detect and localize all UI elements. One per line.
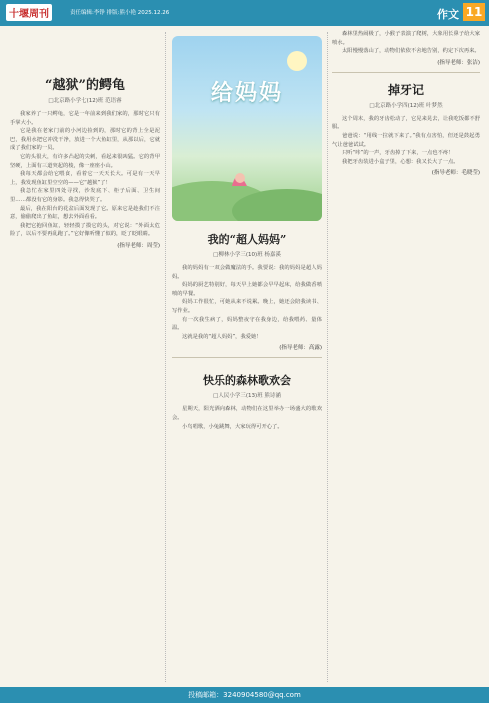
column-middle: [172, 30, 322, 685]
article-editor: (指导老师：张洁): [437, 59, 480, 66]
paragraph: 我家养了一只鳄龟，它是一年前来到我们家的，那时它只有手掌大小。: [10, 111, 160, 126]
submission-email: 投稿邮箱：3240904580@qq.com: [188, 691, 301, 699]
newspaper-logo: 十堰周刊: [6, 4, 52, 21]
paragraph: 只听“咔”的一声，牙齿掉了下来，一点也不疼！: [342, 150, 454, 157]
illustration-image: [172, 36, 322, 221]
header-meta: 责任编辑:李铮 排版:熊小艳 2025.12.26: [70, 10, 170, 16]
paragraph: 爸爸说：“用线一拉就下来了。”我有点害怕，但还是鼓起勇气让爸爸试试。: [332, 132, 480, 148]
paragraph: 森林里热闹极了，小猴子表演了爬树，大象用长鼻子给大家喷水。: [332, 31, 480, 46]
column-divider: [327, 32, 328, 682]
paragraph: 太阳慢慢落山了，动物们依依不舍地告别，约定下次再来。: [342, 48, 480, 55]
paragraph: 最后，我在阳台的花盆后面发现了它。原来它是趁我们不注意，偷偷爬出了鱼缸，想去外面看看。: [10, 205, 160, 221]
paragraph: 它的头很大，有许多凸起的尖刺，看起来很凶猛。它的背甲坚硬，上面有三道突起的棱，像一座座小山。: [10, 153, 160, 169]
column-right: [332, 30, 480, 685]
article-byline: □人民小学三(13)班 熊诗涵: [213, 393, 281, 400]
paragraph: 这个周末，我的牙齿松动了，它晃来晃去，让我吃饭都不舒服。: [332, 115, 480, 131]
article-editor: (指导老师：周莹): [117, 242, 160, 249]
paragraph: 妈妈的厨艺特别好，每天早上她都会早早起床，给我做香喷喷的早餐。: [172, 282, 322, 297]
illustration-title: 给妈妈: [210, 80, 283, 106]
column-left: [10, 30, 160, 685]
page-footer: [0, 687, 489, 703]
paragraph: 有一次我生病了，妈妈整夜守在我身边，给我喂药、量体温。: [172, 316, 322, 332]
paragraph: 星期天，阳光洒向森林，动物们在这里举办一场盛大的歌欢会。: [172, 406, 322, 421]
article-title: 我的“超人妈妈”: [207, 233, 287, 246]
article-body: [332, 115, 480, 167]
article-body: [172, 405, 322, 431]
paragraph: 我把它抱回鱼缸，轻轻摸了摸它的头，对它说：“外面太危险了，以后不要再乱跑了。”它好像听懂了似的，眨了眨眼睛。: [10, 222, 160, 238]
article-editor: (指导老师：高露): [279, 345, 322, 352]
paragraph: 这就是我的“超人妈妈”，我爱她！: [182, 333, 262, 340]
article-byline: □北京路小学四(12)班 叶梦然: [369, 102, 443, 109]
article-title: “越狱”的鳄龟: [45, 78, 125, 93]
paragraph: 它是我在老家门前的小河边捡到的，那时它的背上全是泥巴，我用水把它冲洗干净，放进一个大鱼缸里，从那以后，它就成了我们家的一员。: [10, 128, 160, 152]
article-body: [10, 110, 160, 239]
paragraph: 我把牙齿装进小盒子里，心想：我又长大了一点。: [342, 158, 459, 165]
article-title: 快乐的森林歌欢会: [203, 374, 291, 388]
paragraph: 我急忙在家里四处寻找，沙发底下、柜子后面、卫生间里……都没有它的身影。我急得快哭了。: [10, 188, 160, 203]
page-number: 11: [463, 3, 485, 21]
article-byline: □北京路小学七(12)班 范语睿: [48, 98, 122, 104]
article-byline: □柳林小学三(10)班 杨嘉溪: [213, 252, 281, 258]
column-divider: [165, 32, 166, 682]
paragraph: 妈妈工作很忙，可她从来不说累。晚上，她还会陪我读书、写作业。: [172, 299, 322, 314]
section-title: 作文: [437, 8, 459, 21]
paragraph: 我的妈妈有一双会做魔法的手。我要说：我的妈妈是超人妈妈。: [172, 265, 322, 280]
article-body-continued: [332, 30, 480, 56]
paragraph: 我每天都会给它喂食，看着它一天天长大。可是有一天早上，我发现鱼缸里空空的——它“越狱”了！: [10, 171, 160, 186]
article-body: [172, 264, 322, 341]
paragraph: 小鸟唱歌，小兔跳舞，大家玩得可开心了。: [182, 423, 283, 430]
article-title: 掉牙记: [387, 82, 424, 97]
landscape-illustration: [172, 36, 322, 221]
divider: [332, 72, 480, 73]
divider: [172, 357, 322, 358]
page-header: [0, 0, 489, 26]
article-editor: (指导老师：毛晓莹): [431, 170, 480, 177]
